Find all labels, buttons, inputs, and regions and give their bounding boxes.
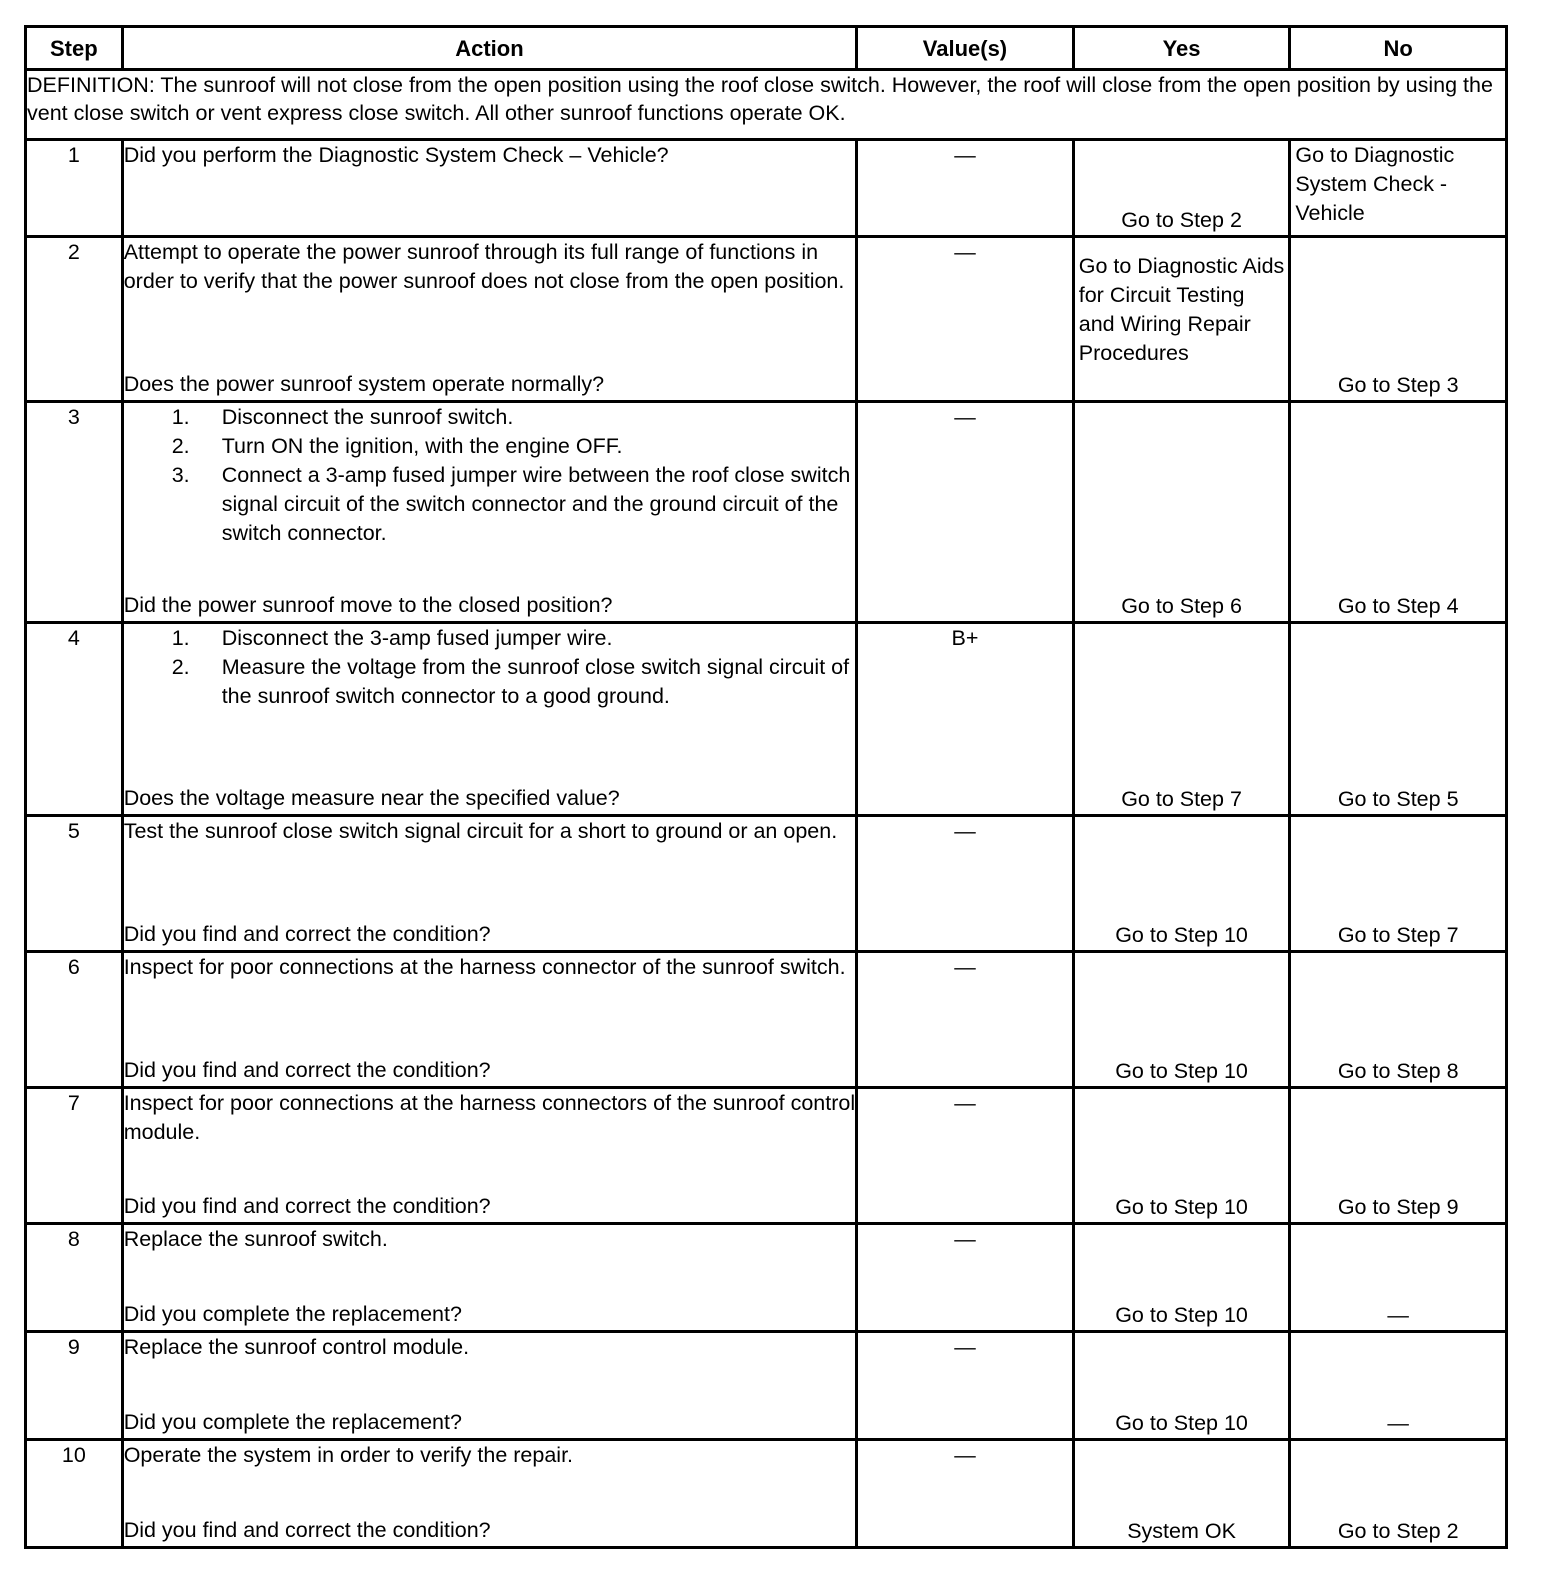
table-row	[26, 816, 1507, 952]
item-text: Measure the voltage from the sunroof close switch signal circuit of the sunroof switch connector to a good ground.	[221, 655, 850, 708]
yes-text: System OK	[1127, 1519, 1236, 1543]
yes-cell	[1073, 402, 1290, 623]
value-cell: —	[857, 952, 1074, 1088]
action-question: Did you complete the replacement?	[123, 1410, 462, 1434]
action-text: Replace the sunroof control module.	[123, 1335, 470, 1359]
no-cell	[1290, 623, 1507, 816]
action-steps	[124, 624, 855, 711]
yes-text: Go to Step 6	[1121, 594, 1242, 618]
yes-cell	[1073, 237, 1290, 402]
item-text: Disconnect the 3-amp fused jumper wire.	[221, 626, 613, 650]
action-text: Inspect for poor connections at the harness connector of the sunroof switch.	[123, 955, 846, 979]
value-cell: —	[857, 1332, 1074, 1440]
yes-cell	[1073, 1224, 1290, 1332]
no-cell	[1290, 1088, 1507, 1224]
action-question: Did you complete the replacement?	[123, 1302, 462, 1326]
item-number: 2.	[171, 434, 190, 458]
item-text: Connect a 3-amp fused jumper wire between the roof close switch signal circuit of the switch connector and the ground circuit of the switch connector.	[221, 463, 851, 545]
no-cell	[1290, 237, 1507, 402]
table-row	[26, 140, 1507, 237]
action-question: Does the voltage measure near the specified value?	[123, 786, 620, 810]
yes-cell	[1073, 623, 1290, 816]
yes-cell	[1073, 816, 1290, 952]
action-cell	[122, 952, 856, 1088]
action-cell	[122, 402, 856, 623]
value-cell: —	[857, 1224, 1074, 1332]
value-cell: —	[857, 1440, 1074, 1548]
step-number: 10	[26, 1440, 123, 1548]
step-number: 7	[26, 1088, 123, 1224]
item-number: 1.	[171, 405, 190, 429]
item-number: 3.	[171, 463, 190, 487]
definition-text: DEFINITION: The sunroof will not close from the open position using the roof close switch. However, the roof will close from the open position by using the vent close switch or vent express close switch. All other sunroof functions operate OK.	[26, 70, 1507, 140]
action-question: Did you find and correct the condition?	[123, 922, 491, 946]
no-text: Go to Step 9	[1337, 1195, 1459, 1219]
yes-cell	[1073, 1440, 1290, 1548]
action-question: Does the power sunroof system operate normally?	[123, 372, 605, 396]
yes-text: Go to Step 10	[1115, 1059, 1248, 1083]
action-cell	[122, 816, 856, 952]
table-row	[26, 237, 1507, 402]
yes-cell	[1073, 1332, 1290, 1440]
item-number: 2.	[171, 655, 190, 679]
action-cell	[122, 140, 856, 237]
yes-text: Go to Diagnostic Aids for Circuit Testing and Wiring Repair Procedures	[1078, 254, 1285, 365]
no-cell	[1290, 1224, 1507, 1332]
list-item	[124, 653, 855, 711]
diagnostic-table	[24, 25, 1508, 1549]
value-cell: —	[857, 1088, 1074, 1224]
action-cell	[122, 1088, 856, 1224]
no-text: Go to Step 2	[1337, 1519, 1459, 1543]
action-text: Test the sunroof close switch signal circuit for a short to ground or an open.	[123, 819, 838, 843]
step-number: 1	[26, 140, 123, 237]
no-text: —	[1387, 1303, 1409, 1327]
table-row	[26, 402, 1507, 623]
table-row	[26, 623, 1507, 816]
action-cell	[122, 237, 856, 402]
no-text: Go to Step 7	[1337, 923, 1459, 947]
no-cell	[1290, 1440, 1507, 1548]
action-question: Did you find and correct the condition?	[123, 1058, 491, 1082]
action-steps	[124, 403, 855, 548]
action-text: Did you perform the Diagnostic System Check – Vehicle?	[123, 143, 669, 167]
table-row	[26, 952, 1507, 1088]
action-text: Replace the sunroof switch.	[123, 1227, 388, 1251]
no-cell	[1290, 952, 1507, 1088]
item-text: Disconnect the sunroof switch.	[221, 405, 514, 429]
table-row	[26, 1332, 1507, 1440]
action-cell	[122, 1440, 856, 1548]
action-cell	[122, 623, 856, 816]
item-number: 1.	[171, 626, 190, 650]
step-number: 6	[26, 952, 123, 1088]
header-row	[26, 27, 1507, 70]
list-item	[124, 432, 855, 461]
yes-cell	[1073, 140, 1290, 237]
no-cell	[1290, 816, 1507, 952]
item-text: Turn ON the ignition, with the engine OFF.	[221, 434, 623, 458]
yes-text: Go to Step 7	[1121, 787, 1242, 811]
yes-cell	[1073, 1088, 1290, 1224]
list-item	[124, 461, 855, 548]
value-cell: —	[857, 140, 1074, 237]
action-cell	[122, 1224, 856, 1332]
yes-text: Go to Step 10	[1115, 1195, 1248, 1219]
table-row	[26, 1440, 1507, 1548]
yes-text: Go to Step 10	[1115, 1303, 1248, 1327]
yes-text: Go to Step 10	[1115, 923, 1248, 947]
header-values: Value(s)	[857, 27, 1074, 70]
value-cell: —	[857, 402, 1074, 623]
table-row	[26, 1224, 1507, 1332]
value-cell: B+	[857, 623, 1074, 816]
action-text: Operate the system in order to verify the repair.	[123, 1443, 574, 1467]
no-cell	[1290, 402, 1507, 623]
header-action: Action	[122, 27, 856, 70]
header-no: No	[1290, 27, 1507, 70]
step-number: 4	[26, 623, 123, 816]
value-cell: —	[857, 816, 1074, 952]
no-text: Go to Step 3	[1337, 373, 1459, 397]
action-cell	[122, 1332, 856, 1440]
list-item	[124, 403, 855, 432]
value-cell: —	[857, 237, 1074, 402]
no-text: Go to Diagnostic System Check - Vehicle	[1295, 143, 1455, 225]
table-row	[26, 1088, 1507, 1224]
step-number: 9	[26, 1332, 123, 1440]
no-text: Go to Step 8	[1337, 1059, 1459, 1083]
no-text: —	[1387, 1411, 1409, 1435]
list-item	[124, 624, 855, 653]
step-number: 3	[26, 402, 123, 623]
no-text: Go to Step 4	[1337, 594, 1459, 618]
no-cell	[1290, 1332, 1507, 1440]
no-cell	[1290, 140, 1507, 237]
step-number: 8	[26, 1224, 123, 1332]
action-question: Did you find and correct the condition?	[123, 1194, 491, 1218]
yes-cell	[1073, 952, 1290, 1088]
action-text: Attempt to operate the power sunroof through its full range of functions in order to verify that the power sunroof does not close from the open position.	[123, 240, 845, 293]
header-yes: Yes	[1073, 27, 1290, 70]
step-number: 2	[26, 237, 123, 402]
step-number: 5	[26, 816, 123, 952]
no-text: Go to Step 5	[1337, 787, 1459, 811]
yes-text: Go to Step 10	[1115, 1411, 1248, 1435]
yes-text: Go to Step 2	[1121, 208, 1242, 232]
definition-row	[26, 70, 1507, 140]
action-text: Inspect for poor connections at the harness connectors of the sunroof control module.	[123, 1091, 856, 1144]
header-step: Step	[26, 27, 123, 70]
action-question: Did the power sunroof move to the closed position?	[123, 593, 613, 617]
action-question: Did you find and correct the condition?	[123, 1518, 491, 1542]
